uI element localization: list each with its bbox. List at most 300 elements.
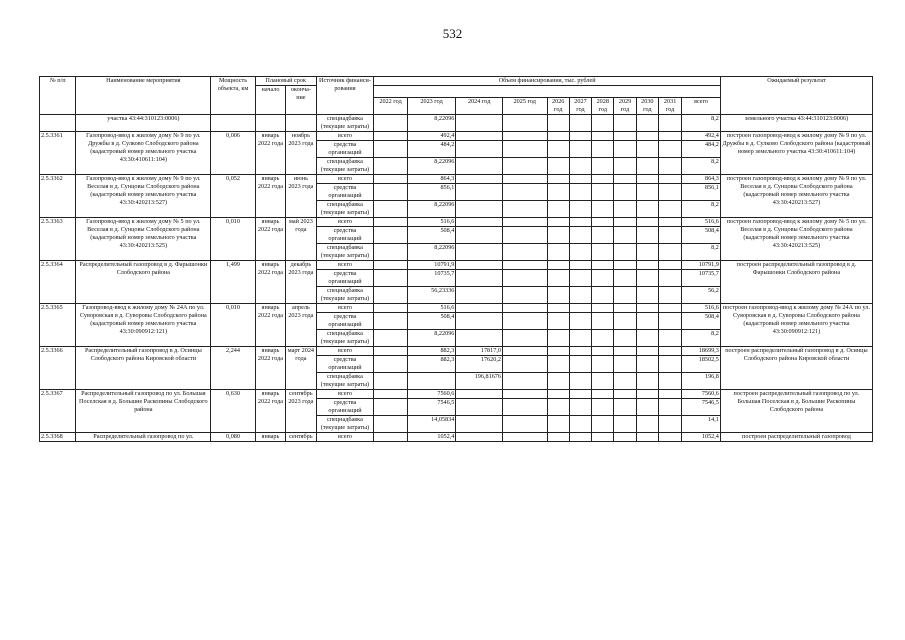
funding-source: спецнадбавка (текущие затраты) bbox=[316, 244, 374, 261]
value-empty bbox=[636, 433, 658, 442]
value-empty bbox=[547, 218, 569, 227]
header-num: № п/п bbox=[40, 77, 76, 115]
table-row bbox=[40, 390, 873, 399]
header-year-8: 2030 год bbox=[636, 98, 658, 115]
value-2022 bbox=[374, 287, 407, 304]
value-2022 bbox=[374, 261, 407, 270]
value-2023: 882,3 bbox=[407, 347, 456, 356]
value-2022 bbox=[374, 313, 407, 330]
value-empty bbox=[658, 390, 681, 399]
value-total: 7560,6 bbox=[682, 390, 721, 399]
value-empty bbox=[592, 218, 614, 227]
value-empty bbox=[636, 261, 658, 270]
row-end: сентябрь bbox=[286, 433, 316, 442]
value-total: 864,3 bbox=[682, 175, 721, 184]
funding-source: средства организаций bbox=[316, 227, 374, 244]
value-empty bbox=[636, 270, 658, 287]
value-2023: 1052,4 bbox=[407, 433, 456, 442]
value-empty bbox=[547, 244, 569, 261]
value-total: 8,2 bbox=[682, 115, 721, 132]
page-number: 532 bbox=[442, 26, 463, 41]
row-end: июнь 2023 года bbox=[286, 175, 316, 218]
value-total: 10791,9 bbox=[682, 261, 721, 270]
value-empty bbox=[658, 347, 681, 356]
value-empty bbox=[502, 399, 547, 416]
value-2023: 8,22096 bbox=[407, 115, 456, 132]
value-empty bbox=[636, 330, 658, 347]
funding-source: спецнадбавка (текущие затраты) bbox=[316, 201, 374, 218]
funding-source: всего bbox=[316, 261, 374, 270]
value-empty bbox=[547, 141, 569, 158]
funding-source: спецнадбавка (текущие затраты) bbox=[316, 158, 374, 175]
value-empty bbox=[592, 184, 614, 201]
value-empty bbox=[547, 261, 569, 270]
value-empty bbox=[636, 132, 658, 141]
value-empty bbox=[636, 175, 658, 184]
value-empty bbox=[547, 175, 569, 184]
funding-source: средства организаций bbox=[316, 141, 374, 158]
funding-source: всего bbox=[316, 304, 374, 313]
value-empty bbox=[636, 390, 658, 399]
header-source: Источник финанси-рования bbox=[316, 77, 374, 115]
value-total: 10735,7 bbox=[682, 270, 721, 287]
value-empty bbox=[592, 141, 614, 158]
value-empty bbox=[636, 141, 658, 158]
value-2023: 56,23336 bbox=[407, 287, 456, 304]
value-2024: 196,81676 bbox=[456, 373, 503, 390]
value-2023: 492,4 bbox=[407, 132, 456, 141]
value-empty bbox=[592, 330, 614, 347]
value-empty bbox=[547, 313, 569, 330]
row-capacity: 2,244 bbox=[211, 347, 256, 390]
value-2022 bbox=[374, 373, 407, 390]
row-end: декабрь 2023 года bbox=[286, 261, 316, 304]
value-empty bbox=[658, 330, 681, 347]
value-2023: 8,22096 bbox=[407, 330, 456, 347]
value-empty bbox=[547, 356, 569, 373]
value-empty bbox=[569, 313, 591, 330]
value-empty bbox=[569, 141, 591, 158]
row-num bbox=[40, 115, 76, 132]
value-empty bbox=[614, 270, 636, 287]
value-2023: 882,3 bbox=[407, 356, 456, 373]
header-year-0: 2022 год bbox=[374, 98, 407, 115]
row-num: 2.5.3366 bbox=[40, 347, 76, 390]
value-empty bbox=[614, 313, 636, 330]
value-empty bbox=[592, 201, 614, 218]
value-2023: 864,3 bbox=[407, 175, 456, 184]
row-start bbox=[255, 115, 285, 132]
value-empty bbox=[636, 218, 658, 227]
value-2024 bbox=[456, 158, 503, 175]
value-empty bbox=[636, 158, 658, 175]
value-empty bbox=[658, 201, 681, 218]
value-empty bbox=[636, 416, 658, 433]
value-empty bbox=[614, 158, 636, 175]
row-result: построен распределительный газопровод в д. Фарышонки Слободского района bbox=[720, 261, 872, 304]
value-empty bbox=[502, 244, 547, 261]
value-2022 bbox=[374, 330, 407, 347]
funding-source: всего bbox=[316, 132, 374, 141]
value-total: 7546,5 bbox=[682, 399, 721, 416]
value-empty bbox=[614, 416, 636, 433]
value-empty bbox=[569, 390, 591, 399]
value-empty bbox=[592, 227, 614, 244]
value-empty bbox=[502, 304, 547, 313]
value-total: 856,1 bbox=[682, 184, 721, 201]
value-empty bbox=[614, 184, 636, 201]
row-result: построен газопровод-ввод к жилому дому № 24А по ул. Суворовская в д. Суворовы Слободского района (кадастровый номер земельного участка 43:30:090912:121) bbox=[720, 304, 872, 347]
row-name: Газопровод-ввод к жилому дому № 9 по ул. Дружбы в д. Сулково Слободского района (кадастровый номер земельного участка 43:30:410611:104) bbox=[76, 132, 211, 175]
value-empty bbox=[592, 115, 614, 132]
value-2023: 7560,6 bbox=[407, 390, 456, 399]
value-2024: 17817,0 bbox=[456, 347, 503, 356]
value-2024 bbox=[456, 399, 503, 416]
value-empty bbox=[502, 227, 547, 244]
value-empty bbox=[502, 433, 547, 442]
value-empty bbox=[658, 218, 681, 227]
value-empty bbox=[547, 399, 569, 416]
value-empty bbox=[502, 390, 547, 399]
table-row bbox=[40, 347, 873, 356]
value-empty bbox=[614, 433, 636, 442]
row-end bbox=[286, 115, 316, 132]
row-num: 2.5.3361 bbox=[40, 132, 76, 175]
value-empty bbox=[569, 433, 591, 442]
header-year-6: 2028 год bbox=[592, 98, 614, 115]
value-2024 bbox=[456, 270, 503, 287]
table-row bbox=[40, 304, 873, 313]
value-2023: 516,6 bbox=[407, 218, 456, 227]
value-2022 bbox=[374, 270, 407, 287]
row-name: Распределительный газопровод по ул. bbox=[76, 433, 211, 442]
value-empty bbox=[592, 158, 614, 175]
value-2024 bbox=[456, 175, 503, 184]
table-row bbox=[40, 115, 873, 132]
row-name: Распределительный газопровод по ул. Большая Поселская в д. Большие Раскопины Слободского района bbox=[76, 390, 211, 433]
value-empty bbox=[547, 416, 569, 433]
value-empty bbox=[614, 115, 636, 132]
value-empty bbox=[502, 347, 547, 356]
value-2024 bbox=[456, 304, 503, 313]
value-2022 bbox=[374, 356, 407, 373]
header-year-10: всего bbox=[682, 98, 721, 115]
funding-source: всего bbox=[316, 175, 374, 184]
value-2024 bbox=[456, 244, 503, 261]
value-empty bbox=[658, 175, 681, 184]
value-empty bbox=[547, 390, 569, 399]
value-total: 8,2 bbox=[682, 330, 721, 347]
table-row bbox=[40, 433, 873, 442]
value-empty bbox=[502, 132, 547, 141]
row-capacity bbox=[211, 115, 256, 132]
value-empty bbox=[658, 287, 681, 304]
value-empty bbox=[614, 244, 636, 261]
row-num: 2.5.3365 bbox=[40, 304, 76, 347]
value-empty bbox=[569, 287, 591, 304]
value-empty bbox=[502, 218, 547, 227]
value-2022 bbox=[374, 218, 407, 227]
value-empty bbox=[592, 373, 614, 390]
value-empty bbox=[502, 330, 547, 347]
funding-source: средства организаций bbox=[316, 356, 374, 373]
header-name: Наименование мероприятия bbox=[76, 77, 211, 115]
financing-table bbox=[39, 76, 873, 442]
header-start: начало bbox=[255, 86, 285, 115]
value-empty bbox=[592, 261, 614, 270]
table-row bbox=[40, 261, 873, 270]
funding-source: всего bbox=[316, 433, 374, 442]
value-2024: 17620,2 bbox=[456, 356, 503, 373]
row-name: Распределительный газопровод в д. Осинцы Слободского района Кировской области bbox=[76, 347, 211, 390]
value-empty bbox=[569, 330, 591, 347]
row-start: январь 2022 года bbox=[255, 218, 285, 261]
row-result: построен газопровод-ввод к жилому дому № 5 по ул. Веселая в д. Сунцовы Слободского района (кадастровый номер земельного участка 43:30:420213:525) bbox=[720, 218, 872, 261]
value-empty bbox=[547, 132, 569, 141]
row-name: Газопровод-ввод к жилому дому № 9 по ул. Веселая в д. Сунцовы Слободского района (кадастровый номер земельного участка 43:30:420213:527) bbox=[76, 175, 211, 218]
value-empty bbox=[569, 373, 591, 390]
value-empty bbox=[658, 373, 681, 390]
value-empty bbox=[658, 313, 681, 330]
header-year-5: 2027 год bbox=[569, 98, 591, 115]
value-2022 bbox=[374, 244, 407, 261]
value-2022 bbox=[374, 416, 407, 433]
value-empty bbox=[502, 115, 547, 132]
value-empty bbox=[547, 287, 569, 304]
value-empty bbox=[636, 304, 658, 313]
value-total: 516,6 bbox=[682, 218, 721, 227]
value-empty bbox=[592, 304, 614, 313]
value-empty bbox=[614, 175, 636, 184]
value-2022 bbox=[374, 304, 407, 313]
value-empty bbox=[569, 227, 591, 244]
value-empty bbox=[569, 304, 591, 313]
value-empty bbox=[547, 433, 569, 442]
value-total: 508,4 bbox=[682, 227, 721, 244]
value-2023: 856,1 bbox=[407, 184, 456, 201]
value-total: 14,1 bbox=[682, 416, 721, 433]
value-total: 484,2 bbox=[682, 141, 721, 158]
value-empty bbox=[658, 244, 681, 261]
funding-source: средства организаций bbox=[316, 313, 374, 330]
value-2022 bbox=[374, 390, 407, 399]
value-empty bbox=[658, 141, 681, 158]
value-2023: 8,22096 bbox=[407, 158, 456, 175]
value-2022 bbox=[374, 347, 407, 356]
value-empty bbox=[502, 141, 547, 158]
value-empty bbox=[569, 261, 591, 270]
value-empty bbox=[547, 184, 569, 201]
value-2022 bbox=[374, 227, 407, 244]
funding-source: средства организаций bbox=[316, 184, 374, 201]
value-empty bbox=[592, 244, 614, 261]
value-empty bbox=[614, 227, 636, 244]
value-empty bbox=[614, 347, 636, 356]
value-2022 bbox=[374, 433, 407, 442]
row-capacity: 0,006 bbox=[211, 132, 256, 175]
value-empty bbox=[592, 175, 614, 184]
row-num: 2.5.3364 bbox=[40, 261, 76, 304]
value-empty bbox=[636, 399, 658, 416]
value-empty bbox=[569, 132, 591, 141]
row-result: построен газопровод-ввод к жилому дому № 9 по ул. Дружбы в д. Сулково Слободского района (кадастровый номер земельного участка 43:30:410611:104) bbox=[720, 132, 872, 175]
row-result: построен газопровод-ввод к жилому дому № 9 по ул. Веселая в д. Сунцовы Слободского района (кадастровый номер земельного участка 43:30:420213:527) bbox=[720, 175, 872, 218]
value-empty bbox=[636, 373, 658, 390]
value-2024 bbox=[456, 433, 503, 442]
value-empty bbox=[592, 416, 614, 433]
value-empty bbox=[614, 141, 636, 158]
value-empty bbox=[658, 416, 681, 433]
row-end: апрель 2023 года bbox=[286, 304, 316, 347]
value-empty bbox=[658, 356, 681, 373]
value-empty bbox=[658, 433, 681, 442]
value-2024 bbox=[456, 115, 503, 132]
value-total: 8,2 bbox=[682, 158, 721, 175]
row-result: земельного участка 43:44:310123:0006) bbox=[720, 115, 872, 132]
value-empty bbox=[569, 175, 591, 184]
header-year-7: 2029 год bbox=[614, 98, 636, 115]
value-2024 bbox=[456, 416, 503, 433]
value-empty bbox=[658, 115, 681, 132]
value-empty bbox=[614, 399, 636, 416]
row-capacity: 0,010 bbox=[211, 304, 256, 347]
row-result: построен распределительный газопровод bbox=[720, 433, 872, 442]
value-2024 bbox=[456, 201, 503, 218]
value-empty bbox=[636, 347, 658, 356]
value-empty bbox=[502, 184, 547, 201]
value-empty bbox=[614, 390, 636, 399]
row-end: сентябрь 2023 года bbox=[286, 390, 316, 433]
value-2024 bbox=[456, 313, 503, 330]
value-2022 bbox=[374, 158, 407, 175]
value-empty bbox=[614, 373, 636, 390]
value-2023: 8,22096 bbox=[407, 244, 456, 261]
value-empty bbox=[636, 356, 658, 373]
value-total: 18699,3 bbox=[682, 347, 721, 356]
table-row bbox=[40, 175, 873, 184]
value-2023: 8,22096 bbox=[407, 201, 456, 218]
row-name: участка 43:44:310123:0006) bbox=[76, 115, 211, 132]
value-empty bbox=[614, 218, 636, 227]
row-result: построен распределительный газопровод по ул. Большая Поселская в д. Большие Раскопины Слободского района bbox=[720, 390, 872, 433]
value-empty bbox=[502, 287, 547, 304]
header-funding: Объем финансирования, тыс. рублей bbox=[374, 77, 721, 86]
value-total: 8,2 bbox=[682, 244, 721, 261]
row-end: май 2023 года bbox=[286, 218, 316, 261]
value-2024 bbox=[456, 141, 503, 158]
value-empty bbox=[636, 227, 658, 244]
header-year-2: 2024 год bbox=[456, 98, 503, 115]
value-empty bbox=[502, 416, 547, 433]
value-empty bbox=[614, 304, 636, 313]
row-name: Газопровод-ввод к жилому дому № 5 по ул. Веселая в д. Сунцовы Слободского района (кадастровый номер земельного участка 43:30:420213:525) bbox=[76, 218, 211, 261]
row-start: январь 2022 года bbox=[255, 304, 285, 347]
row-name: Газопровод-ввод к жилому дому № 24А по ул. Суворовская в д. Суворовы Слободского района (кадастровый номер земельного участка 43:30:090912:121) bbox=[76, 304, 211, 347]
row-num: 2.5.3367 bbox=[40, 390, 76, 433]
value-empty bbox=[502, 313, 547, 330]
value-empty bbox=[658, 184, 681, 201]
value-empty bbox=[658, 270, 681, 287]
funding-source: спецнадбавка (текущие затраты) bbox=[316, 115, 374, 132]
value-empty bbox=[569, 201, 591, 218]
row-capacity: 0,080 bbox=[211, 433, 256, 442]
value-empty bbox=[658, 304, 681, 313]
row-name: Распределительный газопровод в д. Фарышонки Слободского района bbox=[76, 261, 211, 304]
value-empty bbox=[569, 270, 591, 287]
row-capacity: 1,499 bbox=[211, 261, 256, 304]
value-2023: 516,6 bbox=[407, 304, 456, 313]
row-capacity: 0,010 bbox=[211, 218, 256, 261]
row-start: январь 2022 года bbox=[255, 261, 285, 304]
header-capacity: Мощность объекта, км bbox=[211, 77, 256, 115]
value-2022 bbox=[374, 201, 407, 218]
value-2022 bbox=[374, 399, 407, 416]
value-empty bbox=[592, 433, 614, 442]
value-empty bbox=[614, 201, 636, 218]
value-empty bbox=[658, 399, 681, 416]
value-total: 196,8 bbox=[682, 373, 721, 390]
value-empty bbox=[614, 261, 636, 270]
value-2023: 14,05834 bbox=[407, 416, 456, 433]
value-2022 bbox=[374, 141, 407, 158]
value-2024 bbox=[456, 287, 503, 304]
value-empty bbox=[614, 356, 636, 373]
value-empty bbox=[592, 132, 614, 141]
value-empty bbox=[547, 227, 569, 244]
funding-source: спецнадбавка (текущие затраты) bbox=[316, 330, 374, 347]
header-end: оконча-ние bbox=[286, 86, 316, 115]
value-empty bbox=[569, 218, 591, 227]
value-empty bbox=[502, 261, 547, 270]
value-total: 56,2 bbox=[682, 287, 721, 304]
row-start: январь 2022 года bbox=[255, 347, 285, 390]
value-empty bbox=[569, 399, 591, 416]
value-2024 bbox=[456, 227, 503, 244]
value-total: 18502,5 bbox=[682, 356, 721, 373]
value-empty bbox=[614, 330, 636, 347]
row-num: 2.5.3363 bbox=[40, 218, 76, 261]
value-empty bbox=[569, 244, 591, 261]
value-empty bbox=[592, 270, 614, 287]
value-empty bbox=[636, 287, 658, 304]
funding-source: спецнадбавка (текущие затраты) bbox=[316, 373, 374, 390]
value-empty bbox=[614, 287, 636, 304]
value-2023: 10791,9 bbox=[407, 261, 456, 270]
value-empty bbox=[592, 347, 614, 356]
value-empty bbox=[658, 261, 681, 270]
value-empty bbox=[502, 201, 547, 218]
value-empty bbox=[658, 132, 681, 141]
value-empty bbox=[547, 373, 569, 390]
value-empty bbox=[636, 201, 658, 218]
header-funding-gap bbox=[374, 86, 721, 98]
value-empty bbox=[502, 373, 547, 390]
row-end: март 2024 года bbox=[286, 347, 316, 390]
value-empty bbox=[547, 330, 569, 347]
value-2024 bbox=[456, 330, 503, 347]
row-start: январь bbox=[255, 433, 285, 442]
value-2022 bbox=[374, 132, 407, 141]
row-capacity: 0,052 bbox=[211, 175, 256, 218]
value-empty bbox=[569, 184, 591, 201]
value-2024 bbox=[456, 261, 503, 270]
value-total: 8,2 bbox=[682, 201, 721, 218]
value-empty bbox=[547, 158, 569, 175]
row-end: ноябрь 2023 года bbox=[286, 132, 316, 175]
value-2024 bbox=[456, 390, 503, 399]
value-2023: 10735,7 bbox=[407, 270, 456, 287]
value-empty bbox=[592, 313, 614, 330]
